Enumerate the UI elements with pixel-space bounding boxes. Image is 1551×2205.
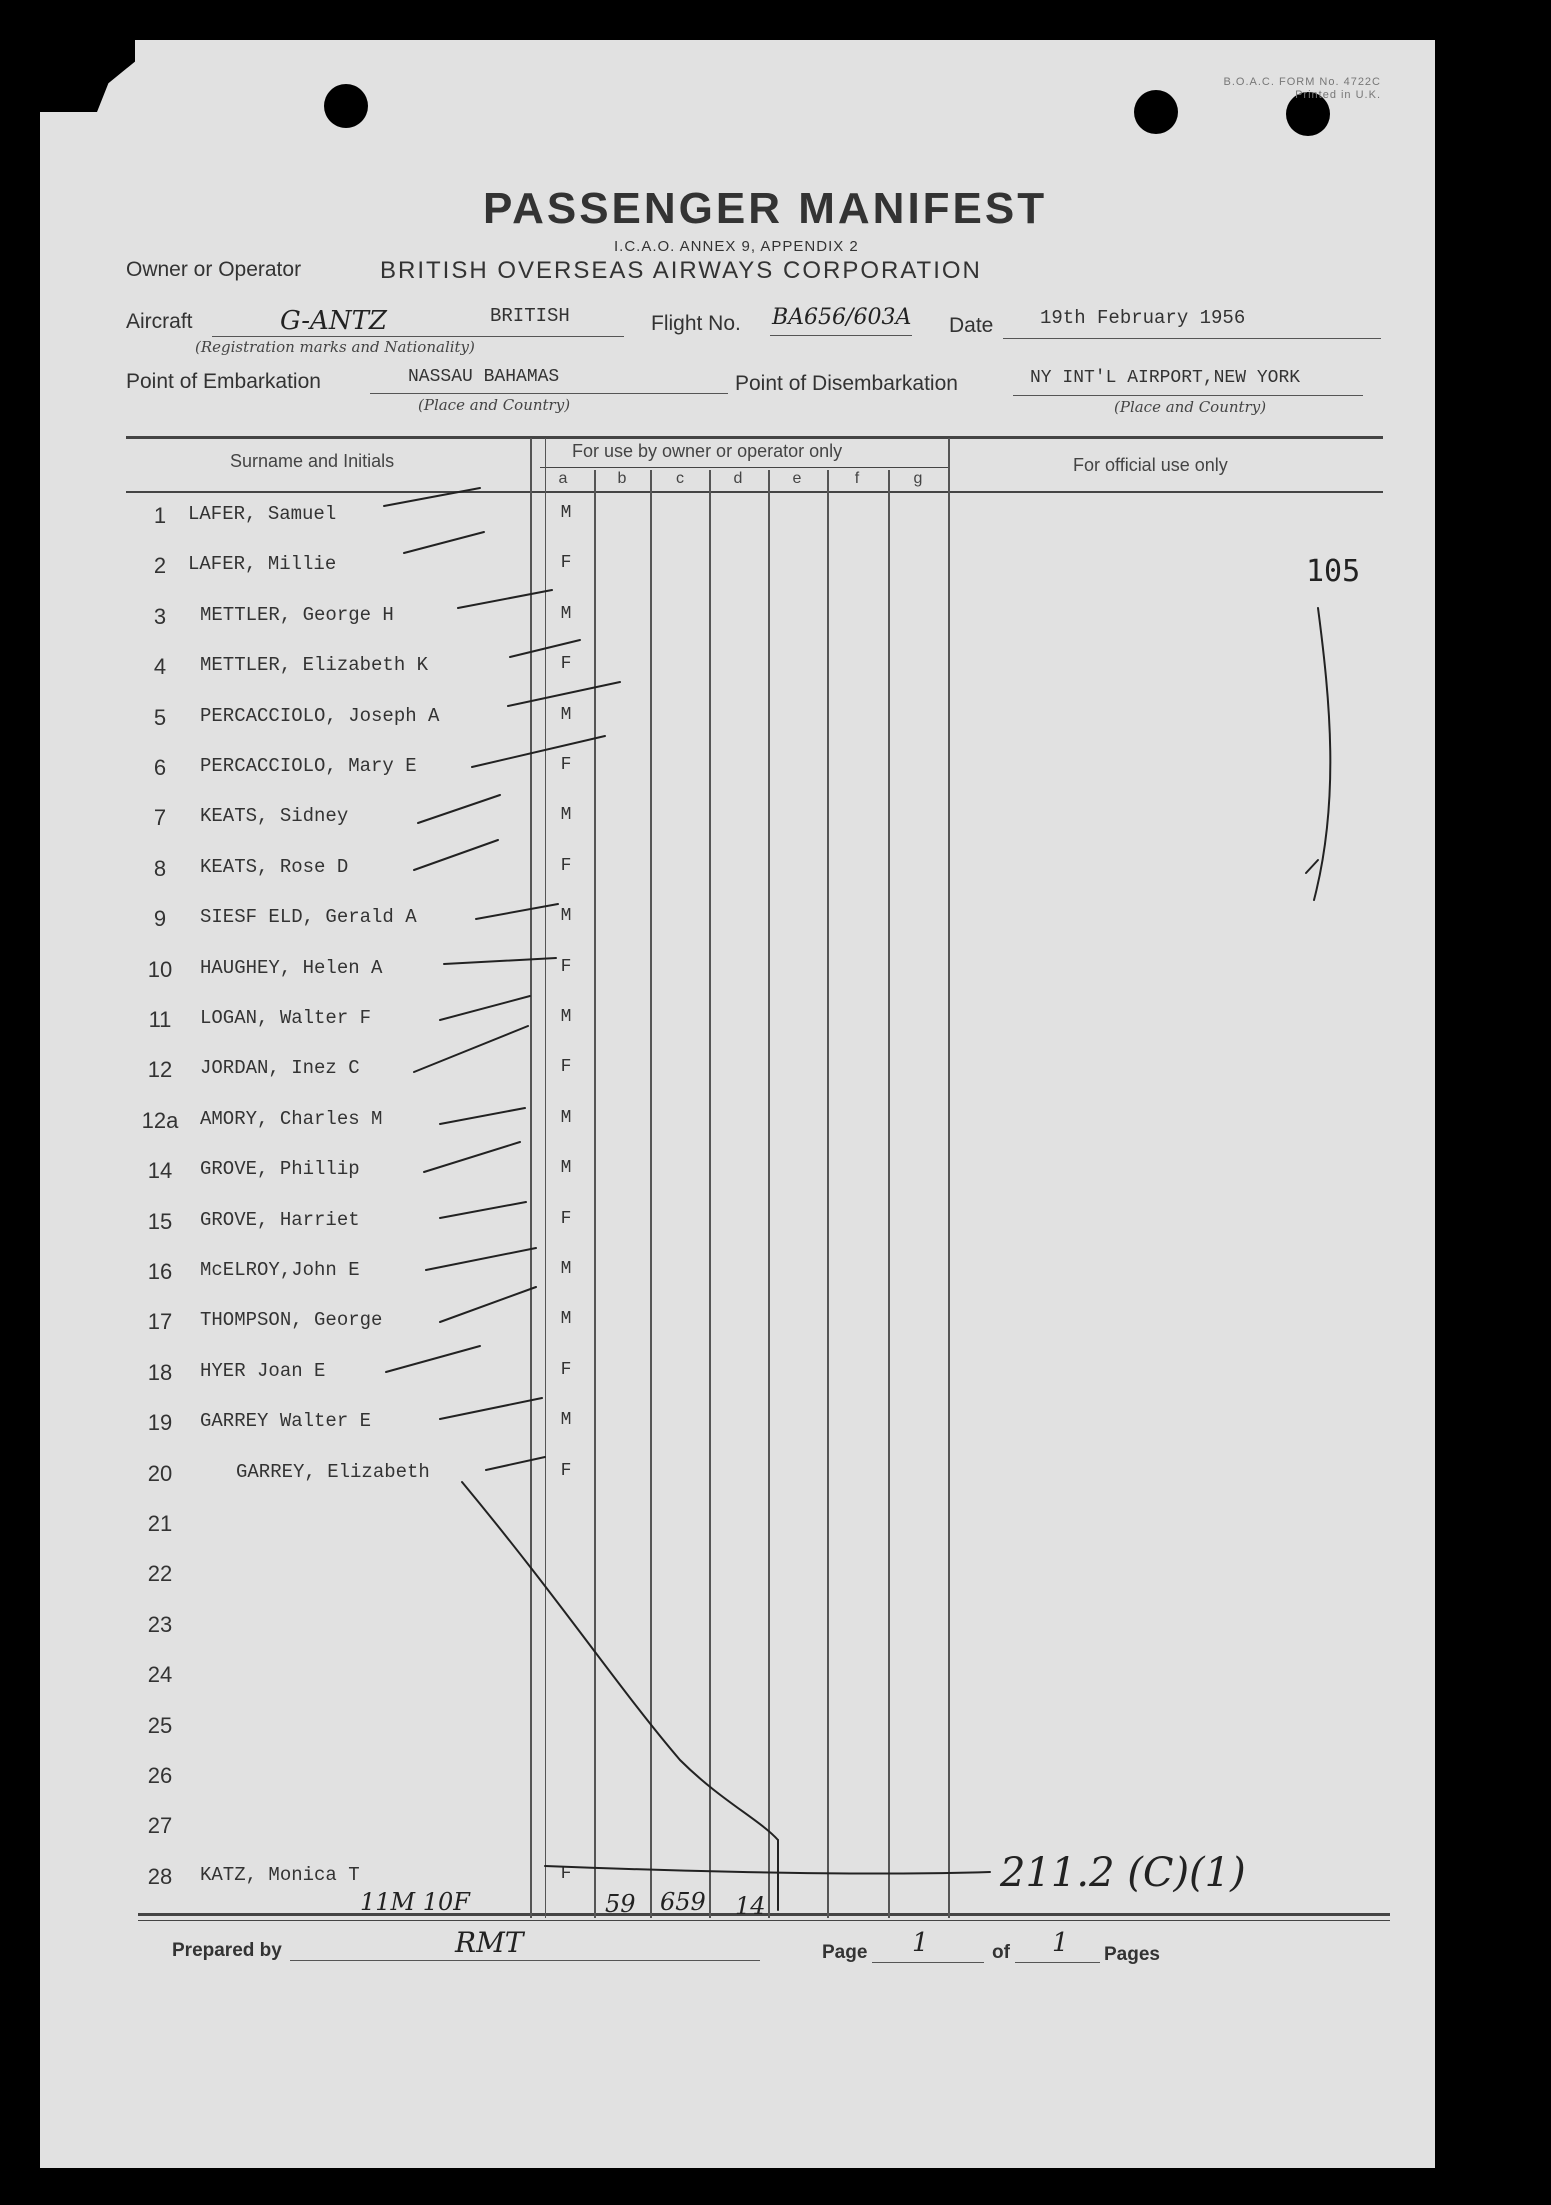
row-number: 25	[147, 1713, 173, 1738]
row-number: 12	[147, 1057, 173, 1082]
passenger-sex: M	[560, 1108, 572, 1128]
embarkation-value: NASSAU BAHAMAS	[408, 367, 560, 387]
official-number: 105	[1306, 554, 1361, 589]
date-label: Date	[949, 314, 994, 337]
passenger-sex: M	[560, 1410, 572, 1430]
col-header-f: f	[854, 470, 860, 487]
passenger-name: JORDAN, Inez C	[200, 1057, 360, 1079]
aircraft-label: Aircraft	[126, 310, 193, 333]
aircraft-note: (Registration marks and Nationality)	[195, 338, 475, 356]
col-header-d: d	[733, 470, 743, 487]
passenger-sex: F	[560, 957, 572, 977]
prepared-by-label: Prepared by	[172, 1940, 282, 1961]
row-number: 2	[153, 553, 167, 578]
row-number: 28	[147, 1864, 173, 1889]
owner-value: BRITISH OVERSEAS AIRWAYS CORPORATION	[380, 257, 982, 284]
passenger-sex: F	[560, 856, 572, 876]
passenger-name: SIESF ELD, Gerald A	[200, 906, 417, 928]
passenger-name: KEATS, Rose D	[200, 856, 349, 878]
totals-sex-count: 11M 10F	[360, 1888, 470, 1916]
passenger-name: METTLER, Elizabeth K	[200, 654, 429, 676]
row-number: 26	[147, 1763, 173, 1788]
flight-number-value: BA656/603A	[772, 305, 912, 330]
passenger-name: PERCACCIOLO, Mary E	[200, 755, 417, 777]
passenger-name: GARREY Walter E	[200, 1410, 372, 1432]
passenger-name: METTLER, George H	[200, 604, 394, 626]
of-value: 1	[1052, 1928, 1069, 1958]
page-value: 1	[912, 1928, 929, 1958]
passenger-sex: F	[560, 1360, 572, 1380]
passenger-sex: M	[560, 1158, 572, 1178]
page-label: Page	[822, 1942, 868, 1963]
row-number: 1	[153, 503, 167, 528]
totals-col-c: 659	[660, 1888, 706, 1916]
flight-number-label: Flight No.	[651, 312, 741, 335]
passenger-sex: M	[560, 604, 572, 624]
passenger-sex: F	[560, 654, 572, 674]
row-number: 10	[147, 957, 173, 982]
passenger-name: HYER Joan E	[200, 1360, 326, 1382]
row-number: 11	[148, 1007, 172, 1032]
row-number: 27	[147, 1813, 173, 1838]
passenger-name: GARREY, Elizabeth	[236, 1461, 430, 1483]
totals-col-b: 59	[605, 1890, 636, 1918]
pages-label: Pages	[1104, 1944, 1160, 1965]
printed-in: Printed in U.K.	[1295, 89, 1381, 101]
passenger-sex: F	[560, 755, 572, 775]
passenger-sex: M	[560, 906, 572, 926]
row-number: 21	[147, 1511, 173, 1536]
totals-official: 211.2 (C)(1)	[1000, 1850, 1246, 1896]
passenger-sex: M	[560, 503, 572, 523]
passenger-sex: M	[560, 705, 572, 725]
owner-use-header: For use by owner or operator only	[572, 441, 843, 461]
disembarkation-note: (Place and Country)	[1114, 398, 1267, 416]
page-subtitle: I.C.A.O. ANNEX 9, APPENDIX 2	[614, 238, 859, 255]
passenger-name: McELROY,John E	[200, 1259, 360, 1281]
passenger-name: HAUGHEY, Helen A	[200, 957, 383, 979]
of-label: of	[992, 1942, 1010, 1963]
row-number: 20	[147, 1461, 173, 1486]
row-number: 22	[147, 1561, 173, 1586]
passenger-sex: F	[560, 1461, 572, 1481]
passenger-name: KATZ, Monica T	[200, 1864, 360, 1886]
passenger-name: LAFER, Samuel	[188, 503, 337, 525]
aircraft-registration: G-ANTZ	[280, 306, 387, 336]
row-number: 14	[147, 1158, 173, 1183]
prepared-by-value: RMT	[455, 1926, 524, 1959]
page-title: PASSENGER MANIFEST	[483, 184, 1048, 233]
passenger-sex: M	[560, 1259, 572, 1279]
passenger-name: GROVE, Harriet	[200, 1209, 360, 1231]
col-header-e: e	[792, 470, 802, 487]
row-number: 18	[147, 1360, 173, 1385]
passenger-name: KEATS, Sidney	[200, 805, 349, 827]
passenger-sex: F	[560, 1864, 572, 1884]
passenger-name: LAFER, Millie	[188, 553, 337, 575]
passenger-sex: M	[560, 1007, 572, 1027]
passenger-sex: M	[560, 805, 572, 825]
row-number: 24	[147, 1662, 173, 1687]
row-number: 17	[147, 1309, 173, 1334]
row-number: 3	[153, 604, 167, 629]
row-number: 19	[147, 1410, 173, 1435]
row-number: 12a	[141, 1108, 179, 1133]
aircraft-nationality: BRITISH	[490, 305, 570, 327]
totals-col-d: 14	[735, 1892, 766, 1920]
row-number: 6	[153, 755, 167, 780]
col-header-a: a	[558, 470, 568, 487]
passenger-sex: F	[560, 553, 572, 573]
row-number: 16	[147, 1259, 173, 1284]
col-header-c: c	[676, 470, 684, 487]
passenger-name: PERCACCIOLO, Joseph A	[200, 705, 440, 727]
col-header-b: b	[617, 470, 627, 487]
col-header-g: g	[913, 470, 923, 487]
row-number: 8	[153, 856, 167, 881]
passenger-sex: M	[560, 1309, 572, 1329]
disembarkation-label: Point of Disembarkation	[735, 372, 958, 395]
surname-header: Surname and Initials	[230, 451, 395, 471]
passenger-name: AMORY, Charles M	[200, 1108, 383, 1130]
owner-label: Owner or Operator	[126, 258, 302, 281]
disembarkation-value: NY INT'L AIRPORT,NEW YORK	[1030, 368, 1301, 388]
passenger-name: THOMPSON, George	[200, 1309, 383, 1331]
form-number: B.O.A.C. FORM No. 4722C	[1223, 76, 1381, 88]
row-number: 9	[153, 906, 167, 931]
passenger-sex: F	[560, 1057, 572, 1077]
row-number: 23	[147, 1612, 173, 1637]
date-value: 19th February 1956	[1040, 307, 1246, 329]
embarkation-label: Point of Embarkation	[126, 370, 321, 393]
embarkation-note: (Place and Country)	[418, 396, 571, 414]
passenger-sex: F	[560, 1209, 572, 1229]
passenger-name: GROVE, Phillip	[200, 1158, 360, 1180]
row-number: 7	[153, 805, 167, 830]
row-number: 15	[147, 1209, 173, 1234]
row-number: 5	[153, 705, 167, 730]
passenger-name: LOGAN, Walter F	[200, 1007, 372, 1029]
official-use-header: For official use only	[1073, 455, 1228, 475]
row-number: 4	[153, 654, 167, 679]
